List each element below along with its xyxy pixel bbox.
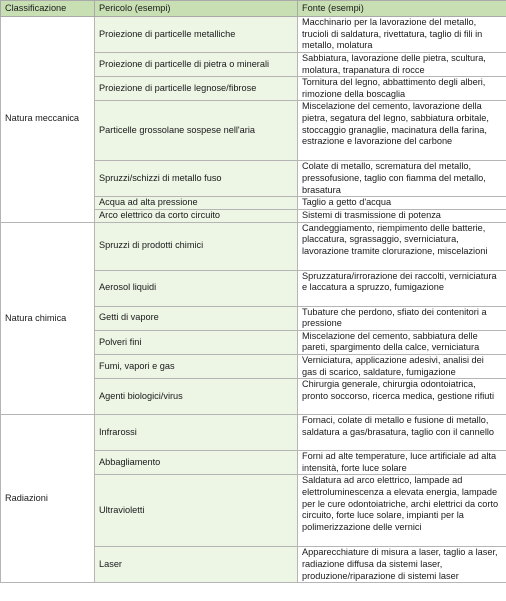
source-cell: Saldatura ad arco elettrico, lampade ad elettroluminescenza a elevata energia, lampade per le cure odontoiatriche, archi elettrici da corto circuito, forte luce solare, impianti per la polimerizzazione delle vernici [298,475,506,547]
source-cell: Tornitura del legno, abbattimento degli alberi, rimozione della boscaglia [298,77,506,101]
source-cell: Sabbiatura, lavorazione delle pietra, scultura, molatura, trapanatura di rocce [298,53,506,77]
hazard-cell: Arco elettrico da corto circuito [95,209,298,222]
hazard-cell: Proiezione di particelle legnose/fibrose [95,77,298,101]
hazard-cell: Aerosol liquidi [95,270,298,306]
source-cell: Miscelazione del cemento, sabbiatura delle pareti, spargimento della calce, verniciatura [298,330,506,354]
source-cell: Colate di metallo, scrematura del metallo, pressofusione, taglio con fiamma del metallo, brasatura [298,161,506,197]
source-cell: Macchinario per la lavorazione del metallo, trucioli di saldatura, rivettatura, taglio di fili in metallo, molatura [298,17,506,53]
hazard-cell: Laser [95,547,298,583]
table-body [1,17,506,583]
classification-cell: Natura chimica [1,222,95,415]
source-cell: Candeggiamento, riempimento delle batterie, placcatura, sgrassaggio, sverniciatura, lavorazione tramite clorurazione, miscelazioni [298,222,506,270]
hazard-cell: Polveri fini [95,330,298,354]
header-source: Fonte (esempi) [298,1,506,17]
hazard-cell: Spruzzi di prodotti chimici [95,222,298,270]
classification-cell: Natura meccanica [1,17,95,223]
table-row [1,17,506,53]
hazard-cell: Acqua ad alta pressione [95,197,298,210]
source-cell: Tubature che perdono, sfiato dei contenitori a pressione [298,306,506,330]
hazard-cell: Infrarossi [95,415,298,451]
source-cell: Miscelazione del cemento, lavorazione della pietra, segatura del legno, sabbiatura orbitale, stoccaggio granaglie, macinatura della farina, estrazione e lavorazione del carbone [298,101,506,161]
hazard-cell: Spruzzi/schizzi di metallo fuso [95,161,298,197]
hazard-cell: Particelle grossolane sospese nell'aria [95,101,298,161]
hazard-cell: Getti di vapore [95,306,298,330]
header-classification: Classificazione [1,1,95,17]
hazard-cell: Agenti biologici/virus [95,379,298,415]
source-cell: Fornaci, colate di metallo e fusione di metallo, saldatura a gas/brasatura, taglio con il cannello [298,415,506,451]
header-hazard: Pericolo (esempi) [95,1,298,17]
source-cell: Apparecchiature di misura a laser, taglio a laser, radiazione diffusa da sistemi laser, produzione/riparazione di sistemi laser [298,547,506,583]
table-row [1,222,506,270]
header-row [1,1,506,17]
hazard-cell: Abbagliamento [95,451,298,475]
hazard-cell: Proiezione di particelle di pietra o minerali [95,53,298,77]
source-cell: Spruzzatura/irrorazione dei raccolti, verniciatura e laccatura a spruzzo, fumigazione [298,270,506,306]
hazard-cell: Fumi, vapori e gas [95,354,298,378]
hazard-cell: Ultravioletti [95,475,298,547]
hazard-cell: Proiezione di particelle metalliche [95,17,298,53]
table-header [1,1,506,17]
source-cell: Verniciatura, applicazione adesivi, analisi dei gas di scarico, saldature, fumigazione [298,354,506,378]
source-cell: Forni ad alte temperature, luce artificiale ad alta intensità, forte luce solare [298,451,506,475]
classification-cell: Radiazioni [1,415,95,583]
source-cell: Sistemi di trasmissione di potenza [298,209,506,222]
table-row [1,415,506,451]
source-cell: Taglio a getto d'acqua [298,197,506,210]
source-cell: Chirurgia generale, chirurgia odontoiatrica, pronto soccorso, ricerca medica, gestione rifiuti [298,379,506,415]
